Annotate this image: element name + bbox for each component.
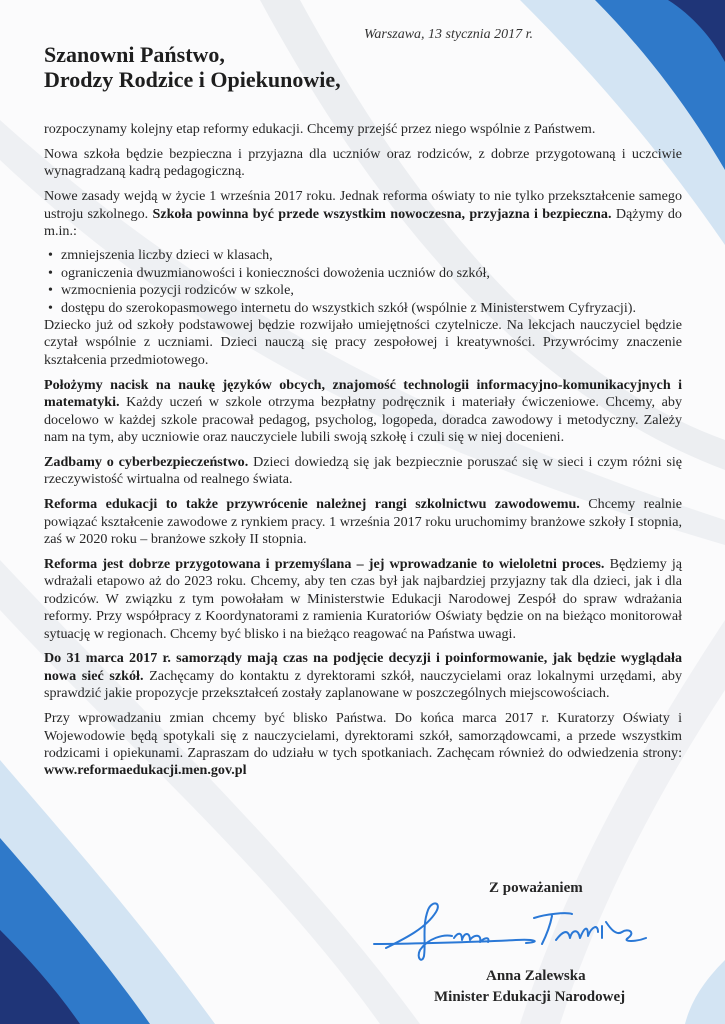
paragraph-reading: Dziecko już od szkoły podstawowej będzie rozwijało umiejętności czytelnicze. Na lekcjach nauczyciel będzie czytał wspólnie z uczniami. Dzieci nauczą się pracy zespołowej i kreatywności. Przywrócimy znaczenie kształcenia przedmiotowego.: [44, 317, 682, 368]
paragraph-text: Zachęcamy do kontaktu z dyrektorami szkół, nauczycielami oraz lokalnymi urzędami, aby sprawdzić jakie propozycje przekształceń zostały zaplanowane w poszczególnych miejscowościach.: [44, 667, 682, 702]
paragraph-emphasis: Reforma jest dobrze przygotowana i przemyślana – jej wprowadzanie to wieloletni proces.: [44, 555, 605, 572]
signature-stroke: [386, 903, 489, 959]
signer-name: Anna Zalewska: [486, 968, 586, 984]
signature-stroke: [534, 913, 646, 944]
paragraph-text: Chcemy realnie powiązać kształcenie zawodowe z rynkiem pracy. 1 września 2017 roku uruchomimy branżowe szkoły I stopnia, zaś w 2020 roku – branżowe szkoły II stopnia.: [44, 496, 682, 548]
salutation-line-1: Szanowni Państwo,: [44, 42, 225, 67]
letter-body: [44, 121, 682, 787]
list-item-text: dostępu do szerokopasmowego internetu do wszystkich szkół (wspólnie z Ministerstwem Cyfryzacji).: [61, 299, 636, 316]
paragraph-intro: rozpoczynamy kolejny etap reformy edukacji. Chcemy przejść przez niego wspólnie z Państwem.: [44, 121, 596, 137]
website-link[interactable]: www.reformaedukacji.men.gov.pl: [44, 762, 247, 779]
paragraph-deadline: [44, 650, 682, 702]
paragraph-emphasis: Do 31 marca 2017 r. samorządy mają czas na podjęcie decyzji i poinformowanie, jak będzie wyglądała nowa sieć szkół.: [44, 650, 682, 684]
list-item: [44, 282, 682, 299]
list-item: [44, 247, 682, 264]
list-item-text: ograniczenia dwuzmianowości i konieczności dowożenia uczniów do szkół,: [61, 264, 490, 281]
paragraph-vocational: [44, 496, 682, 548]
bullet-icon: •: [48, 299, 53, 316]
signature-image: [366, 898, 666, 968]
list-item-text: wzmocnienia pozycji rodziców w szkole,: [61, 282, 294, 299]
signer-role: Minister Edukacji Narodowej: [434, 989, 626, 1005]
bullet-icon: •: [48, 247, 53, 264]
paragraph-text: Dążymy do m.in.:: [44, 205, 682, 240]
bullet-icon: •: [48, 282, 53, 299]
goals-list: [44, 247, 682, 317]
list-item: [44, 265, 682, 282]
paragraph-emphasis: Szkoła powinna być przede wszystkim nowoczesna, przyjazna i bezpieczna.: [152, 205, 612, 222]
paragraph-emphasis: Reforma edukacji to także przywrócenie należnej rangi szkolnictwu zawodowemu.: [44, 496, 580, 513]
paragraph-text: Przy wprowadzaniu zmian chcemy być blisko Państwa. Do końca marca 2017 r. Kuratorzy Oświaty i Wojewodowie będą spotykali się z nauczycielami, dyrektorami szkół, samorządowcami, a przede wszystkim rodzicami i opiekunami. Zapraszam do udziału w tych spotkaniach. Zachęcam również do odwiedzenia strony:: [44, 710, 682, 761]
paragraph-text: Będziemy ją wdrażali etapowo aż do 2023 roku. Chcemy, aby ten czas był jak najbardziej przyjazny tak dla dzieci, jak i dla rodziców. W związku z tym powołałam w Ministerstwie Edukacji Narodowej Zespół do spraw wdrażania reformy. Przy współpracy z Koordynatorami z ramienia Kuratoriów Oświaty będzie on na bieżąco monitorował sytuację w regionach. Chcemy być blisko i na bieżąco reagować na Państwa uwagi.: [44, 555, 682, 642]
paragraph-meetings: [44, 710, 682, 780]
paragraph-text: Nowe zasady wejdą w życie 1 września 2017 roku. Jednak reforma oświaty to nie tylko przekształcenie samego ustroju szkolnego.: [44, 188, 682, 222]
paragraph-implementation: [44, 556, 682, 643]
salutation-line-2: Drodzy Rodzice i Opiekunowie,: [44, 67, 341, 92]
salutation: [44, 42, 341, 92]
paragraph-text: Każdy uczeń w szkole otrzyma bezpłatny podręcznik i materiały ćwiczeniowe. Chcemy, aby docelowo w każdej szkole pracował pedagog, psycholog, logopeda, doradca zawodowy i metodyczny. Zależy nam na tym, aby uczniowie oraz nauczyciele lubili swoją szkołę i czuli się w niej docenieni.: [44, 394, 682, 445]
letter-date: Warszawa, 13 stycznia 2017 r.: [364, 27, 534, 42]
paragraph-new-rules: [44, 188, 682, 240]
list-item-text: zmniejszenia liczby dzieci w klasach,: [61, 247, 273, 264]
closing: Z poważaniem: [489, 880, 583, 896]
paragraph-emphasis: Położymy nacisk na naukę języków obcych, znajomość technologii informacyjno-komunikacyjnych i matematyki.: [44, 376, 682, 411]
paragraph-text: Dzieci dowiedzą się jak bezpiecznie poruszać się w sieci i czym różni się rzeczywistość wirtualna od realnego świata.: [44, 453, 683, 488]
paragraph-languages: [44, 377, 682, 447]
paragraph-new-school: Nowa szkoła będzie bezpieczna i przyjazna dla uczniów oraz rodziców, z dobrze przygotowaną i uczciwie wynagradzaną kadrą pedagogiczną.: [44, 145, 682, 180]
bullet-icon: •: [48, 264, 53, 281]
paragraph-cybersecurity: [44, 454, 682, 489]
list-item: [44, 300, 682, 317]
corner-ribbon-light: [685, 960, 725, 1024]
paragraph-emphasis: Zadbamy o cyberbezpieczeństwo.: [44, 453, 249, 470]
